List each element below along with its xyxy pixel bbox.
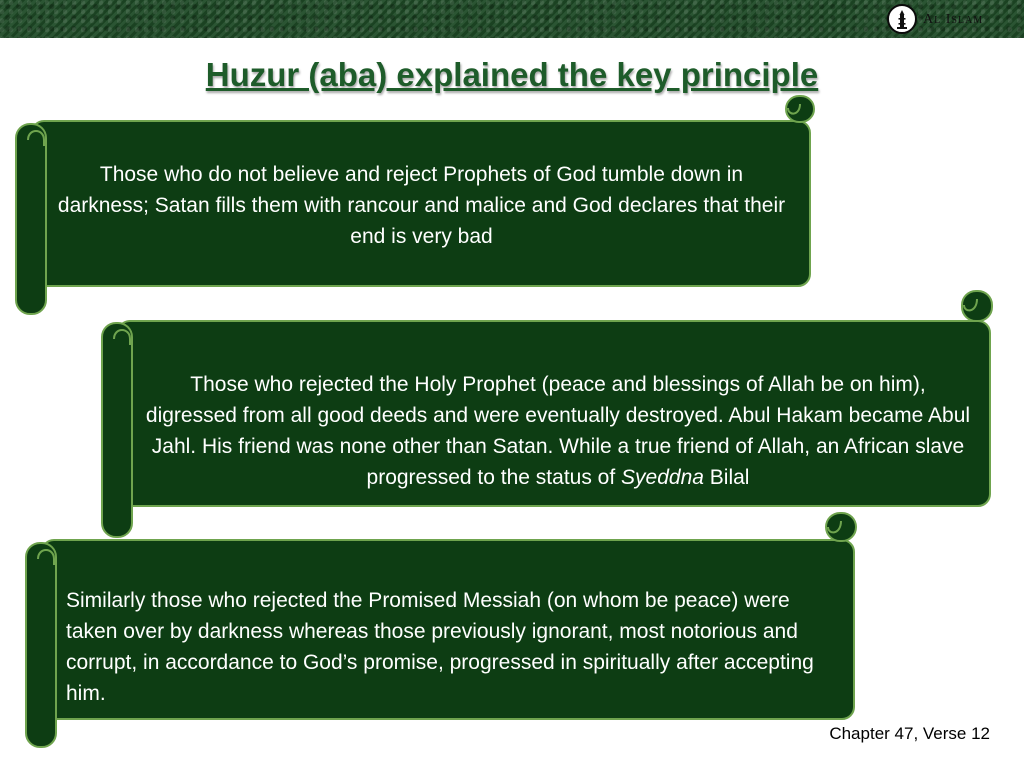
header-bar: [0, 0, 1024, 38]
scroll-text-1: Those who do not believe and reject Prophets of God tumble down in darkness; Satan fills them with rancour and malice and God declares that their end is very bad: [57, 162, 786, 248]
scroll-text-2-end: Bilal: [709, 466, 750, 489]
verse-reference: Chapter 47, Verse 12: [829, 724, 990, 743]
scroll-card-3: [24, 511, 858, 751]
logo-text: Al Islam: [923, 12, 984, 27]
minaret-icon: [887, 4, 917, 34]
al-islam-logo[interactable]: [887, 4, 1017, 36]
scroll-card-1: [14, 94, 814, 318]
scroll-text-3: Similarly those who rejected the Promised Messiah (on whom be peace) were taken over by darkness whereas those previously ignorant, most notorious and corrupt, in accordance to God’s promise, progressed in spiritually after accepting him.: [66, 589, 814, 705]
scroll-card-2: [100, 289, 994, 541]
scroll-text-2-italic: Syeddna: [621, 466, 704, 489]
scroll-text-2: [144, 351, 972, 511]
slide-title: Huzur (aba) explained the key principle: [205, 56, 819, 93]
scroll-text-2-main: Those who rejected the Holy Prophet (peace and blessings of Allah be on him), digressed from all good deeds and were eventually destroyed. Abul Hakam became Abul Jahl. His friend was none other than Satan. While a true friend of Allah, an African slave progressed to the status of: [145, 373, 971, 489]
